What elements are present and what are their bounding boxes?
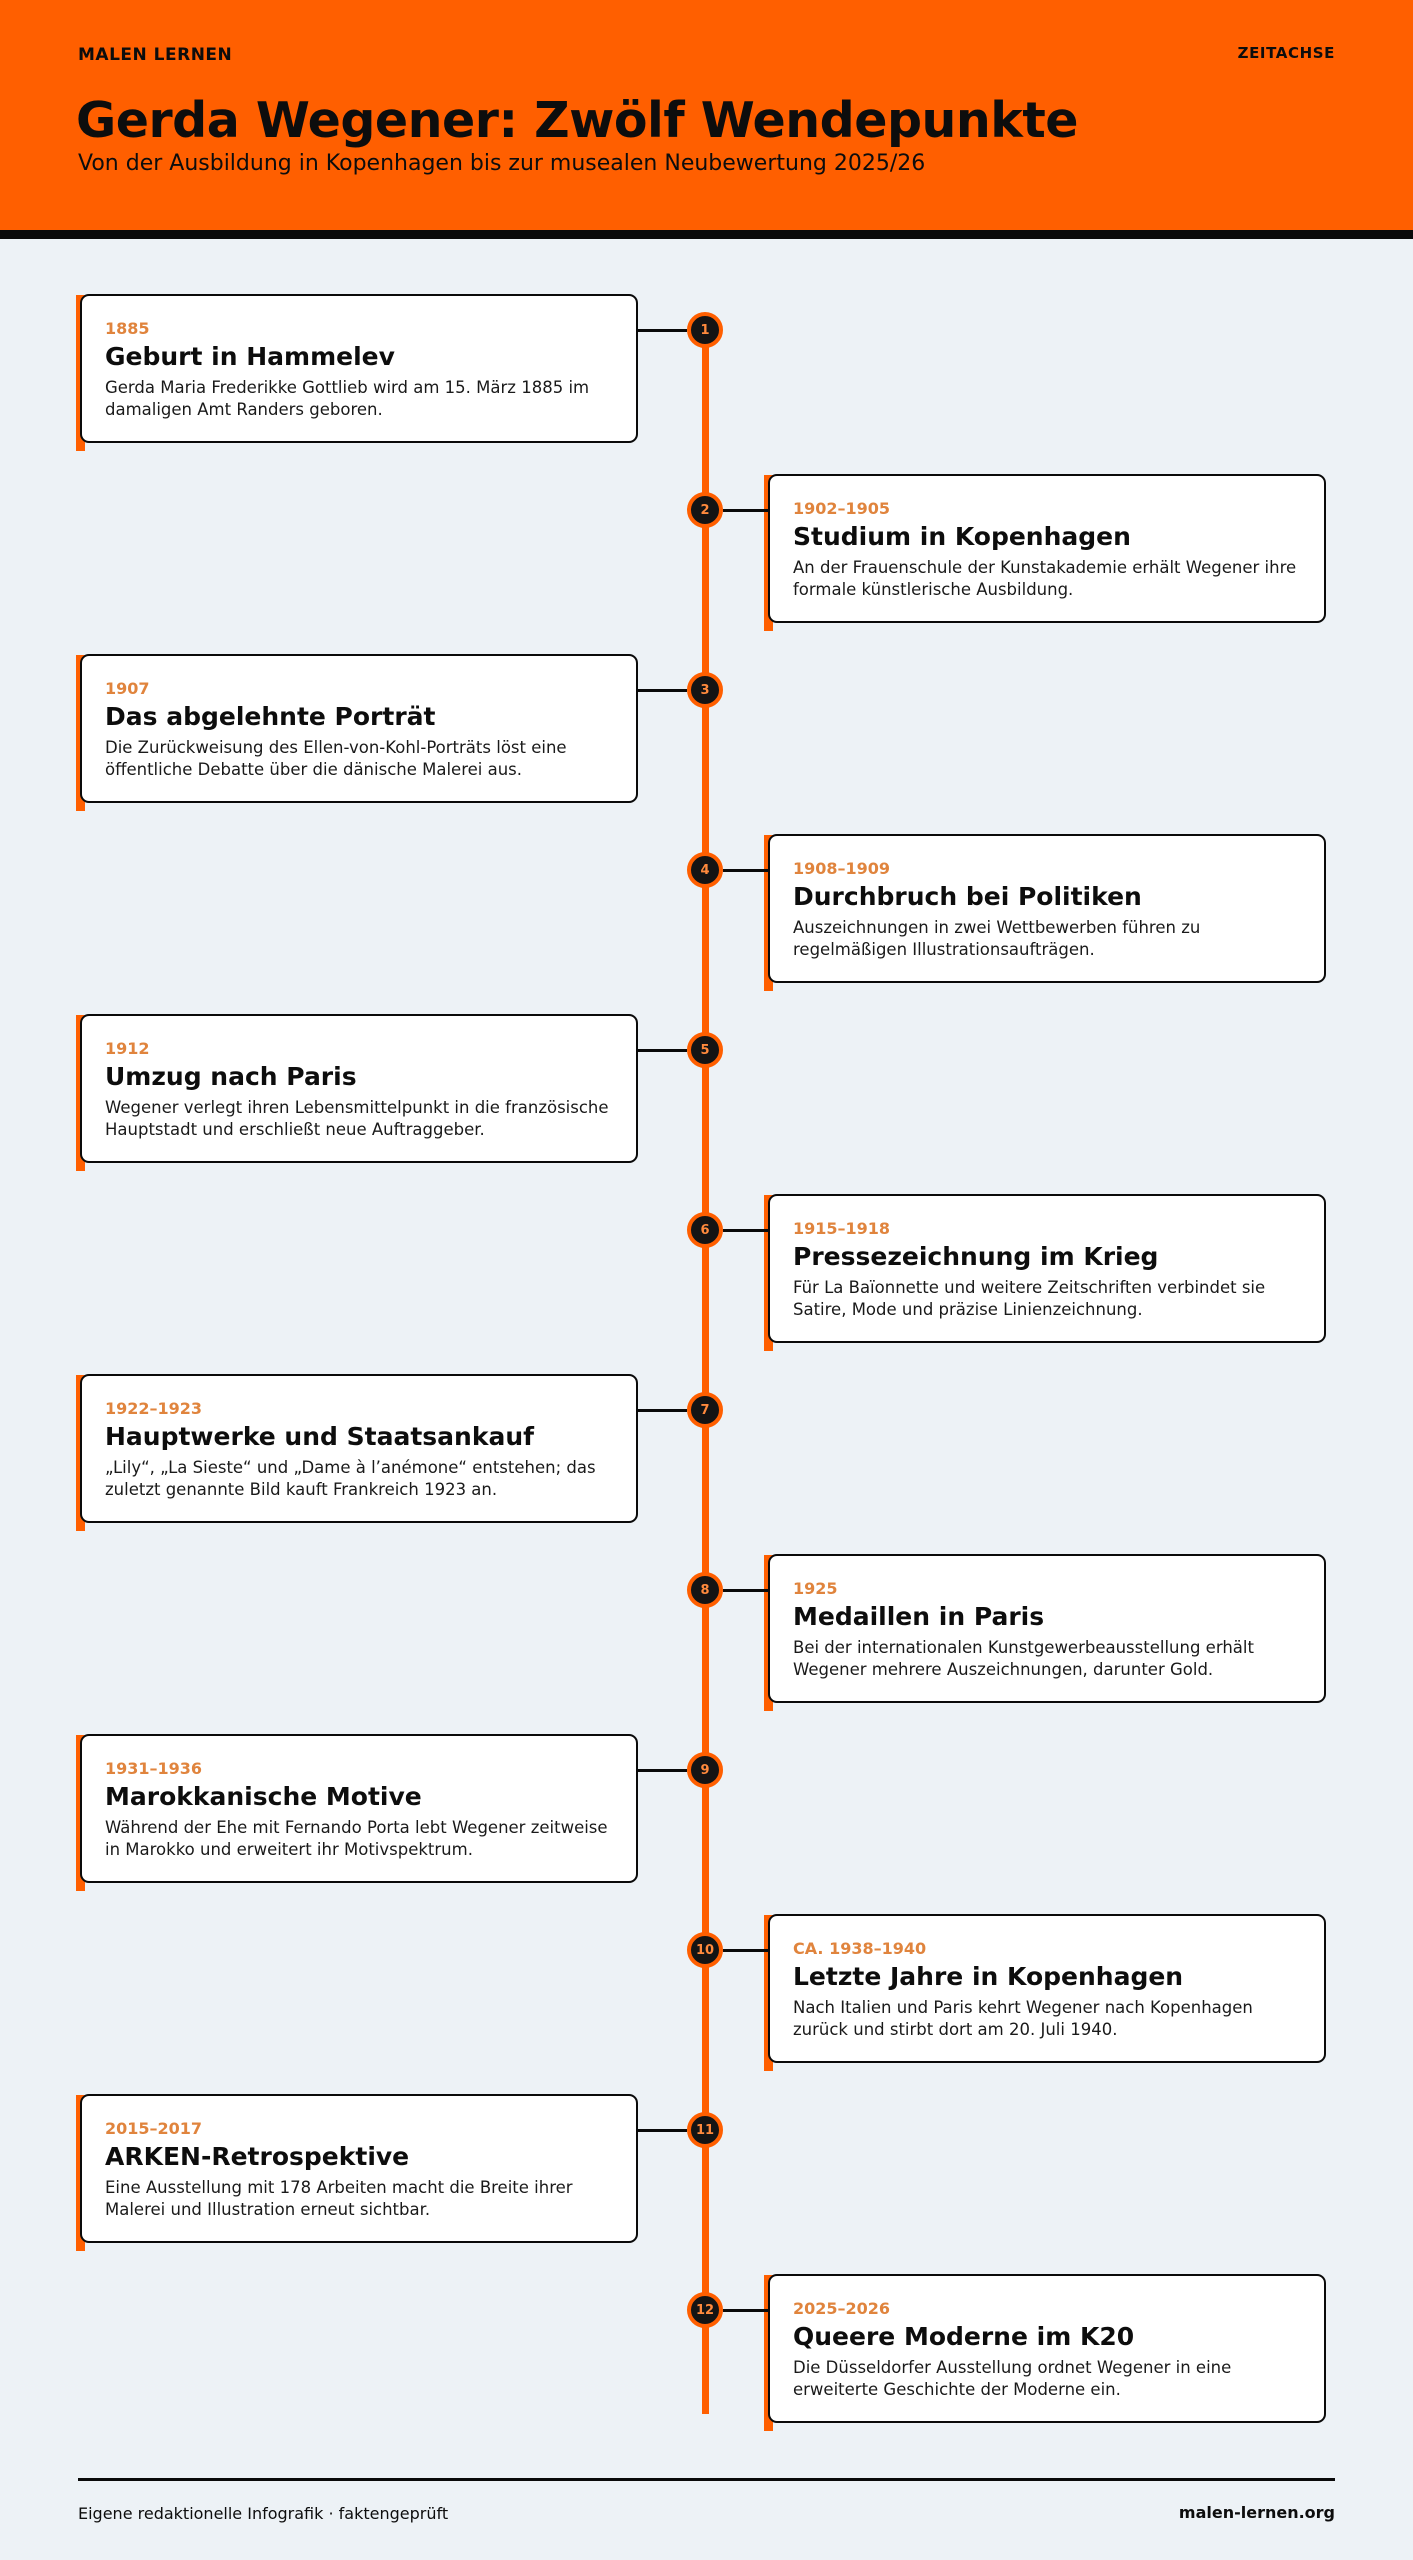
timeline-node-number: 11 <box>687 2112 723 2148</box>
card-title: Letzte Jahre in Kopenhagen <box>793 1962 1184 1991</box>
timeline-node-number: 7 <box>687 1392 723 1428</box>
card-description: Die Düsseldorfer Ausstellung ordnet Wegener in eine erweiterte Geschichte der Moderne ein. <box>793 2358 1232 2399</box>
card-date: 1922–1923 <box>105 1399 203 1418</box>
timeline-card <box>768 1914 1326 2063</box>
timeline-connector <box>638 1409 687 1412</box>
page-subtitle: Von der Ausbildung in Kopenhagen bis zur musealen Neubewertung 2025/26 <box>78 151 926 176</box>
card-description: Nach Italien und Paris kehrt Wegener nach Kopenhagen zurück und stirbt dort am 20. Juli 1940. <box>793 1998 1253 2039</box>
card-description: Eine Ausstellung mit 178 Arbeiten macht die Breite ihrer Malerei und Illustration erneut sichtbar. <box>105 2178 573 2219</box>
timeline-card <box>768 1194 1326 1343</box>
card-description: Wegener verlegt ihren Lebensmittelpunkt in die französische Hauptstadt und erschließt neue Auftraggeber. <box>105 1098 609 1139</box>
card-date: 1885 <box>105 319 150 338</box>
card-date: CA. 1938–1940 <box>793 1939 927 1958</box>
timeline-card <box>80 1734 638 1883</box>
timeline-connector <box>723 509 768 512</box>
card-title: Durchbruch bei Politiken <box>793 882 1142 911</box>
card-title: Hauptwerke und Staatsankauf <box>105 1422 534 1451</box>
timeline-node-number: 4 <box>687 852 723 888</box>
card-title: Medaillen in Paris <box>793 1602 1045 1631</box>
card-description: Für La Baïonnette und weitere Zeitschriften verbindet sie Satire, Mode und präzise Linienzeichnung. <box>793 1278 1266 1319</box>
card-title: Das abgelehnte Porträt <box>105 702 436 731</box>
timeline-connector <box>723 1229 768 1232</box>
card-date: 1908–1909 <box>793 859 891 878</box>
card-title: Marokkanische Motive <box>105 1782 422 1811</box>
card-description: Auszeichnungen in zwei Wettbewerben führen zu regelmäßigen Illustrationsaufträgen. <box>793 918 1201 959</box>
card-date: 1907 <box>105 679 150 698</box>
card-date: 2015–2017 <box>105 2119 203 2138</box>
timeline-node-number: 2 <box>687 492 723 528</box>
timeline-connector <box>638 689 687 692</box>
timeline-connector <box>638 1049 687 1052</box>
timeline-node-number: 6 <box>687 1212 723 1248</box>
card-description: „Lily“, „La Sieste“ und „Dame à l’anémone“ entstehen; das zuletzt genannte Bild kauft Frankreich 1923 an. <box>105 1458 596 1499</box>
timeline-connector <box>638 2129 687 2132</box>
card-date: 1915–1918 <box>793 1219 891 1238</box>
timeline-node-number: 9 <box>687 1752 723 1788</box>
card-date: 1912 <box>105 1039 150 1058</box>
timeline-node-number: 3 <box>687 672 723 708</box>
timeline-card <box>80 1374 638 1523</box>
page-title: Gerda Wegener: Zwölf Wendepunkte <box>76 92 1079 149</box>
timeline-connector <box>723 869 768 872</box>
card-title: Pressezeichnung im Krieg <box>793 1242 1159 1271</box>
timeline-card <box>768 1554 1326 1703</box>
card-title: Queere Moderne im K20 <box>793 2322 1135 2351</box>
card-date: 1925 <box>793 1579 838 1598</box>
card-description: An der Frauenschule der Kunstakademie erhält Wegener ihre formale künstlerische Ausbildung. <box>793 558 1297 599</box>
timeline-card <box>80 1014 638 1163</box>
timeline-connector <box>723 2309 768 2312</box>
timeline-axis <box>702 328 709 2414</box>
page-header <box>0 0 1413 239</box>
timeline-connector <box>638 1769 687 1772</box>
timeline-card <box>80 294 638 443</box>
brand-label[interactable]: MALEN LERNEN <box>78 45 233 65</box>
timeline-connector <box>723 1949 768 1952</box>
timeline-node-number: 12 <box>687 2292 723 2328</box>
timeline-connector <box>723 1589 768 1592</box>
footer-note: Eigene redaktionelle Infografik · faktengeprüft <box>78 2504 449 2523</box>
timeline-card <box>80 2094 638 2243</box>
timeline-node-number: 8 <box>687 1572 723 1608</box>
card-description: Bei der internationalen Kunstgewerbeausstellung erhält Wegener mehrere Auszeichnungen, darunter Gold. <box>793 1638 1254 1679</box>
card-date: 1902–1905 <box>793 499 891 518</box>
card-description: Gerda Maria Frederikke Gottlieb wird am 15. März 1885 im damaligen Amt Randers geboren. <box>105 378 590 419</box>
card-description: Während der Ehe mit Fernando Porta lebt Wegener zeitweise in Marokko und erweitert ihr Motivspektrum. <box>105 1818 608 1859</box>
footer-divider <box>78 2478 1335 2481</box>
card-title: Geburt in Hammelev <box>105 342 395 371</box>
timeline-card <box>80 654 638 803</box>
footer-site-link[interactable]: malen-lernen.org <box>1178 2503 1335 2522</box>
card-date: 1931–1936 <box>105 1759 203 1778</box>
timeline-node-number: 1 <box>687 312 723 348</box>
timeline-connector <box>638 329 687 332</box>
section-tag: ZEITACHSE <box>1237 44 1335 62</box>
card-title: ARKEN-Retrospektive <box>105 2142 410 2171</box>
timeline-card <box>768 474 1326 623</box>
card-title: Umzug nach Paris <box>105 1062 357 1091</box>
card-date: 2025–2026 <box>793 2299 891 2318</box>
card-title: Studium in Kopenhagen <box>793 522 1131 551</box>
timeline-node-number: 5 <box>687 1032 723 1068</box>
timeline-card <box>768 2274 1326 2423</box>
timeline-card <box>768 834 1326 983</box>
timeline-node-number: 10 <box>687 1932 723 1968</box>
card-description: Die Zurückweisung des Ellen-von-Kohl-Porträts löst eine öffentliche Debatte über die dänische Malerei aus. <box>105 738 567 779</box>
